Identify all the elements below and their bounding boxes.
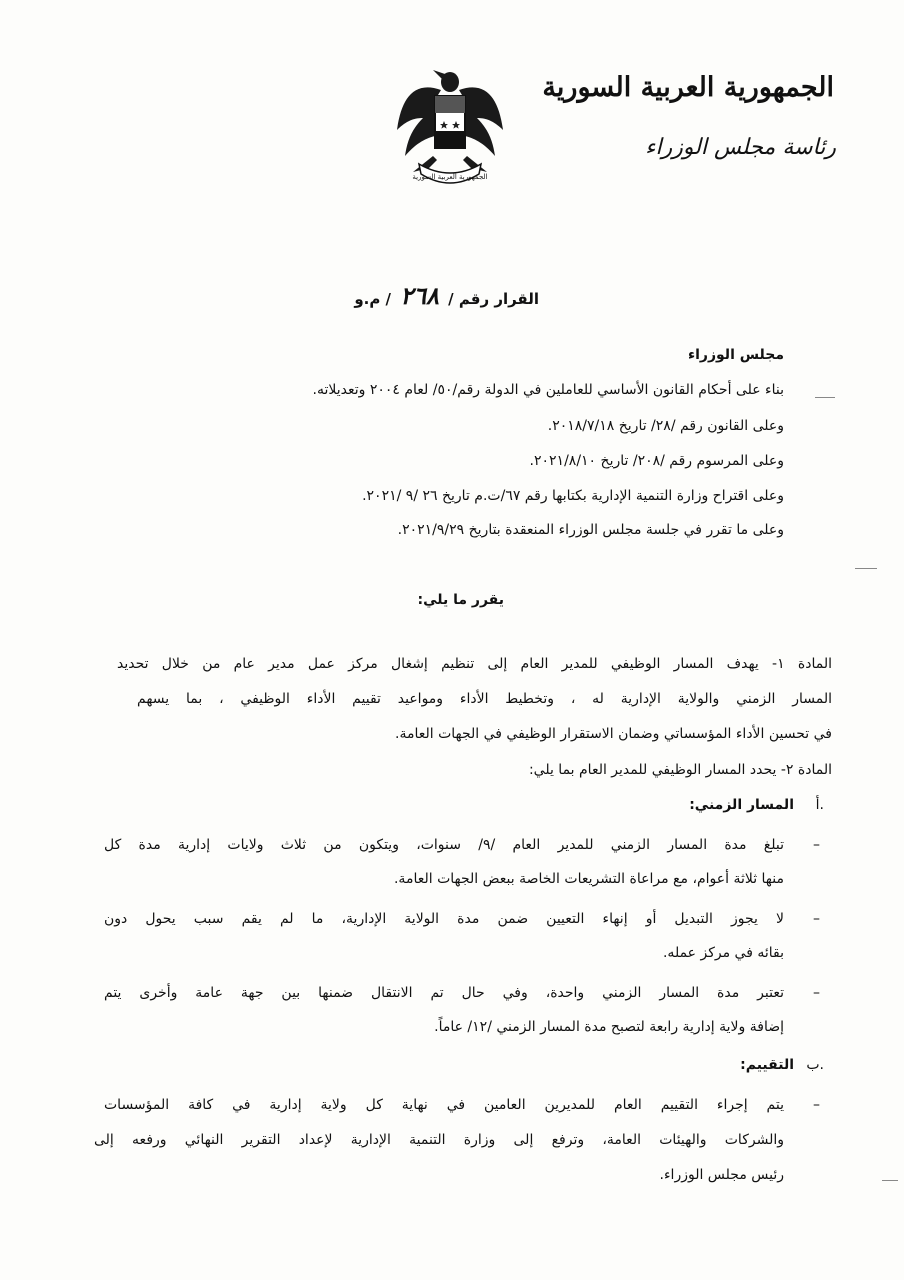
section-b-title: التقييم: <box>740 1057 794 1073</box>
b-item-line: رئيس مجلس الوزراء. <box>659 1167 784 1183</box>
section-a-title: المسار الزمني: <box>689 797 794 813</box>
b-item-line: يتم إجراء التقييم العام للمديرين العامين في نهاية كل ولاية إدارية في كافة المؤسسات <box>104 1097 784 1113</box>
article1-line: المسار الزمني والولاية الإدارية له ، وتخطيط الأداء ومواعيد تقييم الأداء الوظيفي ، بما يسهم <box>137 691 832 707</box>
b-item-line: والشركات والهيئات العامة، وترفع إلى وزارة التنمية الإدارية لإعداد التقرير النهائي ورفعه إلى <box>94 1132 784 1148</box>
a-item-line: بقائه في مركز عمله. <box>662 945 784 961</box>
council-heading: مجلس الوزراء <box>687 347 784 363</box>
header-presidency: رئاسة مجلس الوزراء <box>645 135 836 160</box>
bullet-dash: – <box>813 1097 820 1113</box>
article1-line: في تحسين الأداء المؤسساتي وضمان الاستقرار الوظيفي في الجهات العامة. <box>395 726 832 742</box>
decision-number: ٢٦٨ <box>400 281 439 310</box>
scan-mark <box>815 397 835 398</box>
article2-title: المادة ٢- يحدد المسار الوظيفي للمدير العام بما يلي: <box>528 762 832 778</box>
a-item-line: إضافة ولاية إدارية رابعة لتصبح مدة المسار الزمني /١٢/ عاماً. <box>434 1019 784 1035</box>
preamble-line: وعلى ما تقرر في جلسة مجلس الوزراء المنعقدة بتاريخ ٢٠٢١/٩/٢٩. <box>397 522 784 538</box>
bullet-dash: – <box>813 985 820 1001</box>
preamble-line: وعلى القانون رقم /٢٨/ تاريخ ٢٠١٨/٧/١٨. <box>547 418 784 434</box>
preamble-line: وعلى المرسوم رقم /٢٠٨/ تاريخ ٢٠٢١/٨/١٠. <box>529 453 784 469</box>
a-item-line: تبلغ مدة المسار الزمني للمدير العام /٩/ سنوات، ويتكون من ثلاث ولايات إدارية مدة كل <box>104 837 784 853</box>
section-a-marker: أ. <box>815 797 824 813</box>
scan-mark <box>882 1180 898 1181</box>
a-item-line: لا يجوز التبديل أو إنهاء التعيين ضمن مدة الولاية الإدارية، ما لم يقم سبب يحول دون <box>104 911 784 927</box>
decision-number-line <box>354 281 539 310</box>
syrian-eagle-emblem-icon <box>393 60 508 195</box>
bullet-dash: – <box>813 911 820 927</box>
emblem-caption: الجمهورية العربية السورية <box>412 173 488 181</box>
bullet-dash: – <box>813 837 820 853</box>
preamble-line: وعلى اقتراح وزارة التنمية الإدارية بكتابها رقم ٦٧/ت.م تاريخ ٢٦ /٩ /٢٠٢١. <box>362 488 784 504</box>
article1-line: المادة ١- يهدف المسار الوظيفي للمدير العام إلى تنظيم إشغال مركز عمل مدير عام من خلال تحديد <box>117 656 832 672</box>
scan-mark <box>855 568 877 569</box>
decides-heading: يقرر ما يلي: <box>417 592 504 608</box>
decision-suffix: / م.و <box>354 290 392 308</box>
decision-label: القرار رقم / <box>448 290 539 308</box>
a-item-line: تعتبر مدة المسار الزمني واحدة، وفي حال تم الانتقال ضمنها بين جهة عامة وأخرى يتم <box>104 985 784 1001</box>
preamble-line: بناء على أحكام القانون الأساسي للعاملين في الدولة رقم/٥٠/ لعام ٢٠٠٤ وتعديلاته. <box>312 382 784 398</box>
header-republic: الجمهورية العربية السورية <box>542 72 834 103</box>
a-item-line: منها ثلاثة أعوام، مع مراعاة التشريعات الخاصة ببعض الجهات العامة. <box>393 871 784 887</box>
section-b-marker: ب. <box>806 1057 824 1073</box>
